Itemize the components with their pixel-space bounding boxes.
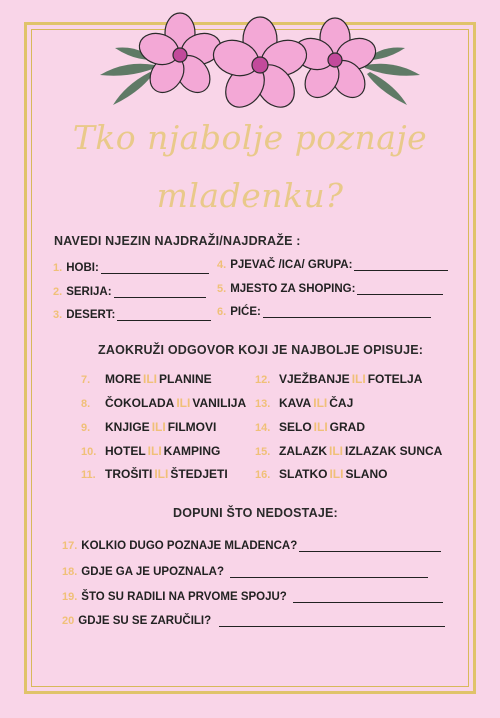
question-4 [217,259,448,271]
answer-line[interactable] [101,263,209,274]
option-b[interactable]: PLANINE [159,372,212,386]
question-label: GDJE SU SE ZARUČILI? [78,615,212,627]
choice-number: 9. [81,422,91,434]
option-a[interactable]: VJEŽBANJE [279,372,350,386]
answer-line[interactable] [230,567,428,578]
section-2-heading: ZAOKRUŽI ODGOVOR KOJI JE NAJBOLJE OPISUJE: [98,343,424,357]
question-1 [53,262,209,274]
section-1-heading: NAVEDI NJEZIN NAJDRAŽI/NAJDRAŽE : [54,234,301,248]
option-b[interactable]: FOTELJA [367,372,423,386]
question-20 [62,615,445,627]
option-a[interactable]: HOTEL [105,444,146,458]
question-19 [62,591,443,603]
question-5 [217,283,443,295]
question-18 [62,566,428,578]
ili-word: ILI [329,467,344,481]
answer-line[interactable] [357,284,443,295]
answer-line[interactable] [354,260,448,271]
choice-10[interactable] [81,444,220,458]
question-label: PIĆE: [230,306,261,318]
choice-15[interactable] [255,444,442,458]
question-label: KOLKIO DUGO POZNAJE MLADENCA? [81,540,298,552]
section-3-heading: DOPUNI ŠTO NEDOSTAJE: [173,506,338,520]
question-label: PJEVAČ /ICA/ GRUPA: [230,259,353,271]
question-number: 17. [62,540,78,552]
choice-number: 16. [255,469,271,481]
choice-9[interactable] [81,420,216,434]
option-b[interactable]: VANILIJA [192,396,247,410]
question-number: 5. [217,283,227,295]
flower-decoration [95,10,425,120]
answer-line[interactable] [114,287,206,298]
question-number: 20 [62,615,75,627]
answer-line[interactable] [293,592,443,603]
ili-word: ILI [351,372,366,386]
title-line-2: mladenku? [156,176,344,215]
choice-11[interactable] [81,467,228,481]
option-a[interactable]: KAVA [279,396,312,410]
option-a[interactable]: SELO [279,420,312,434]
ili-word: ILI [176,396,191,410]
answer-line[interactable] [117,310,211,321]
pink-blossom-icon [135,13,379,115]
option-a[interactable]: ZALAZK [279,444,327,458]
option-b[interactable]: ŠTEDJETI [170,467,228,481]
question-label: SERIJA: [66,286,112,298]
question-number: 6. [217,306,227,318]
choice-number: 10. [81,446,97,458]
ili-word: ILI [313,396,328,410]
choice-12[interactable] [255,372,422,386]
ili-word: ILI [147,444,162,458]
question-label: ŠTO SU RADILI NA PRVOME SPOJU? [81,591,287,603]
choice-8[interactable] [81,396,246,410]
ili-word: ILI [329,444,343,458]
choice-14[interactable] [255,420,365,434]
option-b[interactable]: KAMPING [163,444,221,458]
option-b[interactable]: SLANO [345,467,388,481]
question-label: MJESTO ZA SHOPING: [230,283,356,295]
choice-number: 15. [255,446,271,458]
ili-word: ILI [143,372,157,386]
question-2 [53,286,206,298]
title-line-1: Tko njabolje poznaje [72,118,428,157]
ili-word: ILI [154,467,169,481]
question-6 [217,306,431,318]
option-a[interactable]: TROŠITI [105,467,153,481]
option-b[interactable]: ČAJ [329,396,354,410]
choice-number: 8. [81,398,91,410]
ili-word: ILI [151,420,166,434]
choice-number: 13. [255,398,271,410]
option-b[interactable]: GRAD [329,420,366,434]
choice-number: 7. [81,374,91,386]
answer-line[interactable] [219,616,445,627]
question-label: HOBI: [66,262,99,274]
option-b[interactable]: IZLAZAK SUNCA [345,444,443,458]
question-17 [62,540,441,552]
question-number: 4. [217,259,227,271]
question-3 [53,309,211,321]
ili-word: ILI [313,420,328,434]
choice-number: 14. [255,422,271,434]
choice-number: 11. [81,469,96,481]
answer-line[interactable] [263,307,431,318]
choice-16[interactable] [255,467,387,481]
question-label: DESERT: [66,309,116,321]
option-b[interactable]: FILMOVI [167,420,217,434]
choice-13[interactable] [255,396,353,410]
answer-line[interactable] [299,541,441,552]
choice-number: 12. [255,374,271,386]
question-number: 3. [53,309,63,321]
question-number: 19. [62,591,78,603]
choice-7[interactable] [81,372,212,386]
option-a[interactable]: SLATKO [279,467,328,481]
option-a[interactable]: ČOKOLADA [105,396,175,410]
question-number: 18. [62,566,78,578]
question-number: 1. [53,262,63,274]
question-number: 2. [53,286,63,298]
option-a[interactable]: KNJIGE [105,420,150,434]
question-label: GDJE GA JE UPOZNALA? [81,566,224,578]
option-a[interactable]: MORE [105,372,141,386]
